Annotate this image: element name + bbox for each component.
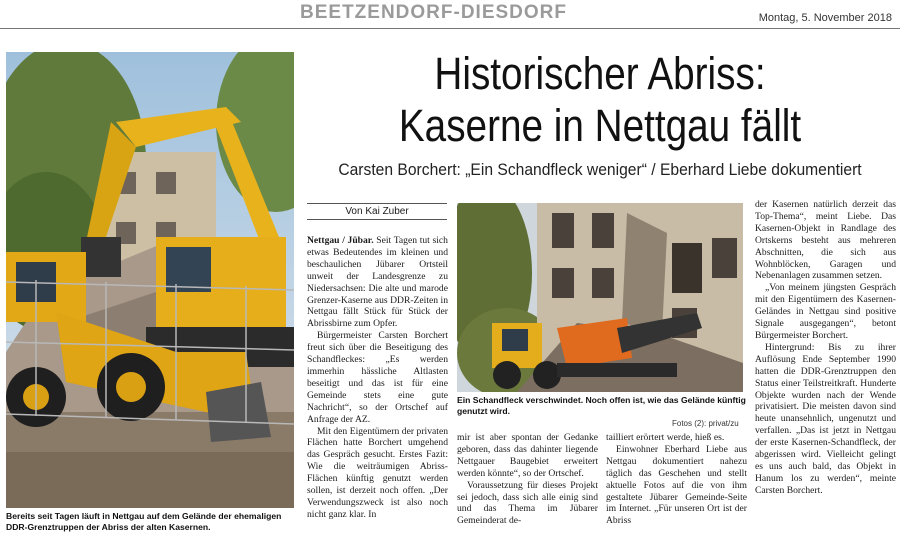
photo1-caption: Bereits seit Tagen läuft in Nettgau auf dem Gelände der ehemaligen DDR-Grenztruppen der Abriss der alten Kasernen. [6, 511, 282, 532]
article-column-1 [307, 235, 448, 521]
article-column-4 [755, 199, 896, 497]
col4-p2: „Von meinem jüngsten Gespräch mit den Eigentümern des Kasernen-Geländes in Nettgau sind positive Signale ausgegangen“, betont Bürgermeister Borchert. [755, 282, 896, 341]
col4-p1: der Kasernen natürlich derzeit das Top-Thema“, meint Liebe. Das Kasernen-Objekt in Randlage des Ortskerns besteht aus mehreren Abschnitten, die sich aus Wohnblöcken, Garagen und Nebenanlagen zusammen setzen. [755, 199, 896, 282]
photo-excavator [6, 52, 294, 508]
col1-p3: Mit den Eigentümern der privaten Flächen hatte Borchert umgehend das Gespräch gesucht. Erstes Fazit: Wie die weiträumigen Abriss-Flächen künftig genutzt werden sollen, ist derzeit noch offen. „Der Verwendungszweck ist also noch nicht ganz klar. In [307, 425, 448, 520]
col3-p2: Einwohner Eberhard Liebe aus Nettgau dokumentiert nahezu täglich das Geschehen und stellt aktuelle Fotos auf die von ihm gestaltete Jübarer Gemeinde-Seite im Internet. „Für unseren Ort ist der Abriss [606, 443, 747, 527]
photo-demolished-building [457, 203, 743, 392]
article-column-2 [457, 432, 598, 527]
byline: Von Kai Zuber [307, 203, 447, 220]
col2-p2: Voraussetzung für dieses Projekt sei jedoch, dass sich alle einig sind und das Thema im Jübarer Gemeinderat de- [457, 479, 598, 527]
photo-credit: Fotos (2): privat/zu [672, 419, 739, 428]
col1-p1: Seit Tagen tut sich etwas Bedeutendes im kleinen und beschaulichen Jübarer Ortsteil unweit der Landesgrenze zu Niedersachsen: Die alte und marode Grenzer-Kaserne aus DDR-Zeiten in Nettgau fällt Stück für Stück der Abrissbirne zum Opfer. [307, 235, 448, 330]
issue-date: Montag, 5. November 2018 [758, 12, 892, 24]
section-title: BEETZENDORF-DIESDORF [300, 2, 567, 23]
headline [342, 48, 858, 152]
photo2-caption: Ein Schandfleck verschwindet. Noch offen ist, wie das Gelände künftig genutzt wird. [457, 395, 746, 416]
col3-p1: tailliert erörtert werde, hieß es. [606, 432, 725, 443]
headline-line-1: Historischer Abriss: [434, 48, 766, 99]
headline-line-2: Kaserne in Nettgau fällt [398, 100, 802, 151]
col1-p2: Bürgermeister Carsten Borchert freut sich über die Beseitigung des Schandfleckes: „Es werden immerhin hässliche Altlasten beseitigt und das ist für eine Gemeinde stets eine gute Nachricht“, so der Ortschef auf Anfrage der AZ. [307, 330, 448, 425]
header-rule [0, 28, 900, 29]
article-column-3 [606, 432, 747, 527]
col4-p3: Hintergrund: Bis zu ihrer Auflösung Ende September 1990 hatten die DDR-Grenztruppen den Status einer Teilstreitkraft. Hunderte Objekte wurden nach der Wende privatisiert. Die meisten davon sind heute unansehnlich, ungenutzt und verfallen. „Das ist jetzt in Nettgau der erste Kasernen-Schandfleck, der abgerissen wird. Vielleicht gelingt es uns auch bald, das Objekt in Hanum los zu werden“, meinte Carsten Borchert. [755, 341, 896, 496]
dateline: Nettgau / Jübar. [307, 235, 374, 246]
subheadline: Carsten Borchert: „Ein Schandfleck weniger“ / Eberhard Liebe dokumentiert [338, 160, 862, 179]
col2-p1: mir ist aber spontan der Gedanke geboren, dass das dahinter liegende Nettgauer Baugebiet erweitert werden könnte“, so der Ortschef. [457, 432, 598, 479]
